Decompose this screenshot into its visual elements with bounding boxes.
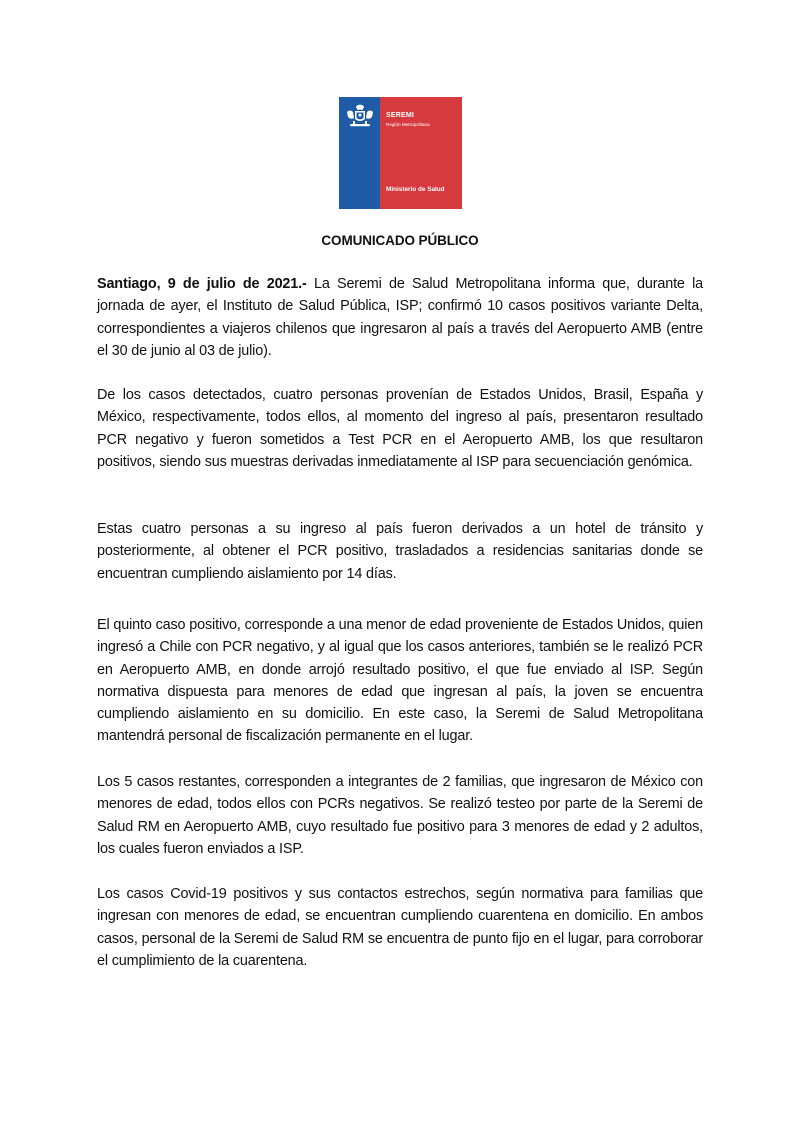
dateline: Santiago, 9 de julio de 2021.-	[97, 276, 307, 292]
paragraph-intro-text: La Seremi de Salud Metropolitana informa que, durante la jornada de ayer, el Instituto de Salud Pública, ISP; confirmó 10 casos positivos variante Delta, correspondientes a viajeros chilenos que ingresaron al país a través del Aeropuerto AMB (entre el 30 de junio al 03 de julio).	[97, 276, 704, 359]
logo-region-label: Región Metropolitana	[386, 122, 430, 127]
seremi-logo	[339, 97, 462, 209]
paragraph-close-contacts: Los casos Covid-19 positivos y sus contactos estrechos, según normativa para familias que ingresan con menores de edad, se encuentran cumpliendo cuarentena en domicilio. En ambos casos, personal de la Seremi de Salud RM se encuentra de punto fijo en el lugar, para corroborar el cumplimiento de la cuarentena.	[97, 886, 703, 969]
logo-red-panel	[380, 97, 462, 209]
logo-seremi-label: SEREMI	[386, 112, 415, 119]
paragraph-intro	[97, 273, 703, 362]
logo-ministry-label: Ministerio de Salud	[386, 186, 445, 193]
document-title: COMUNICADO PÚBLICO	[321, 233, 479, 248]
chile-coat-of-arms-icon	[344, 103, 376, 131]
paragraph-remaining-cases: Los 5 casos restantes, corresponden a integrantes de 2 familias, que ingresaron de México con menores de edad, todos ellos con PCRs negativos. Se realizó testeo por parte de la Seremi de Salud RM en Aeropuerto AMB, cuyo resultado fue positivo para 3 menores de edad y 2 adultos, los cuales fueron enviados a ISP.	[97, 774, 703, 857]
paragraph-fifth-case: El quinto caso positivo, corresponde a una menor de edad proveniente de Estados Unidos, quien ingresó a Chile con PCR negativo, y al igual que los casos anteriores, también se le realizó PCR en Aeropuerto AMB, en donde arrojó resultado positivo, el que fue enviado al ISP. Según normativa dispuesta para menores de edad que ingresan al país, la joven se encuentra cumpliendo aislamiento en su domicilio. En este caso, la Seremi de Salud Metropolitana mantendrá personal de fiscalización permanente en el lugar.	[97, 617, 703, 745]
logo-blue-panel	[339, 97, 380, 209]
paragraph-transit-hotel: Estas cuatro personas a su ingreso al país fueron derivados a un hotel de tránsito y posteriormente, al obtener el PCR positivo, trasladados a residencias sanitarias donde se encuentran cumpliendo aislamiento por 14 días.	[97, 521, 703, 582]
paragraph-detected-cases: De los casos detectados, cuatro personas provenían de Estados Unidos, Brasil, España y México, respectivamente, todos ellos, al momento del ingreso al país, presentaron resultado PCR negativo y fueron sometidos a Test PCR en el Aeropuerto AMB, los que resultaron positivos, siendo sus muestras derivadas inmediatamente al ISP para secuenciación genómica.	[97, 387, 703, 470]
